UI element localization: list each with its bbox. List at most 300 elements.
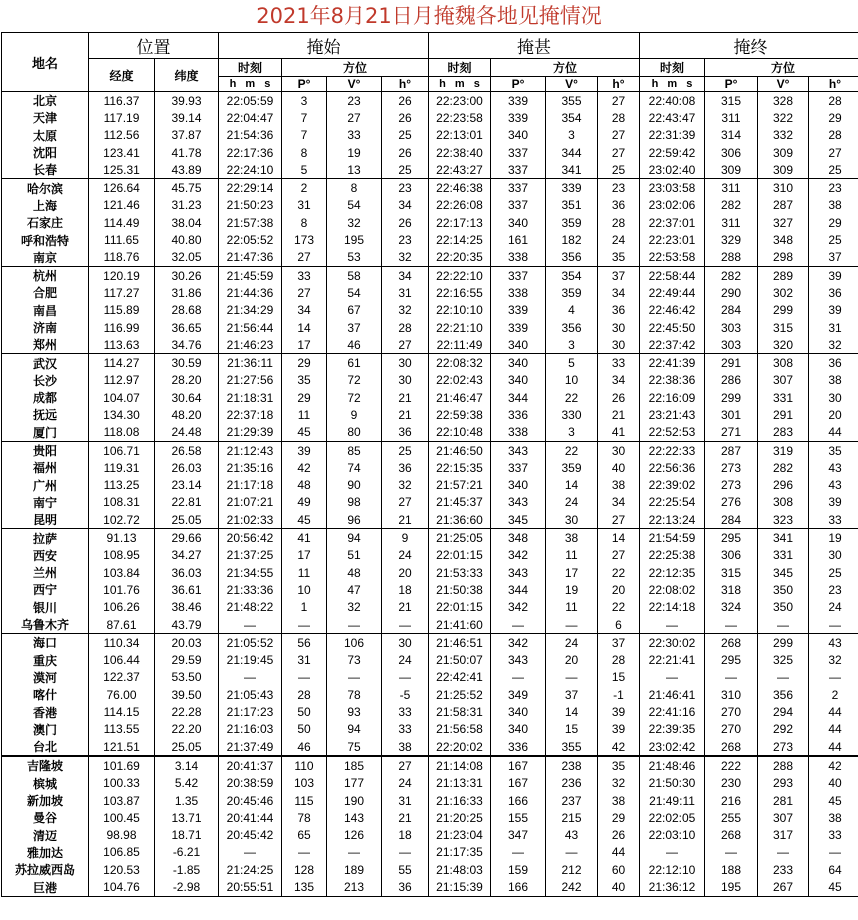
cell-start-p: 27 [282,249,327,267]
cell-end-h: — [809,669,858,686]
cell-max-v: 330 [546,406,598,423]
cell-end-time: 22:53:58 [640,249,705,267]
cell-max-p: 338 [491,284,546,301]
cell-latitude: 39.50 [155,686,219,703]
cell-end-h: 25 [809,231,858,248]
cell-longitude: 125.31 [89,161,155,179]
cell-max-p: 345 [491,511,546,529]
table-row [2,669,858,686]
cell-max-v: 344 [546,144,598,161]
cell-start-v: 54 [327,284,382,301]
cell-start-p: 17 [282,336,327,354]
cell-end-v: 267 [758,878,809,896]
cell-start-h: 23 [382,231,429,248]
cell-end-v: 291 [758,406,809,423]
cell-max-time: 21:58:31 [429,703,491,720]
cell-max-p: 336 [491,738,546,756]
cell-start-time: 21:18:31 [219,389,282,406]
cell-end-time: 22:58:44 [640,266,705,284]
cell-end-h: 30 [809,389,858,406]
header-bearing: 方位 [491,59,640,77]
cell-start-p: 65 [282,826,327,843]
cell-start-p: 29 [282,389,327,406]
cell-start-h: 24 [382,652,429,669]
cell-max-h: 39 [598,721,640,738]
table-row [2,92,858,110]
cell-end-h: 24 [809,599,858,616]
cell-max-h: 6 [598,616,640,634]
cell-start-p: 35 [282,372,327,389]
cell-latitude: 36.65 [155,319,219,336]
header-phase-start: 掩始 [219,33,429,59]
cell-end-h: 37 [809,249,858,267]
cell-end-h: 42 [809,756,858,774]
cell-end-v: — [758,844,809,861]
table-row [2,319,858,336]
cell-start-h: 27 [382,756,429,774]
cell-longitude: 121.51 [89,738,155,756]
cell-end-h: 28 [809,92,858,110]
cell-start-time: 21:47:36 [219,249,282,267]
table-row [2,792,858,809]
cell-start-v: 90 [327,477,382,494]
cell-latitude: 38.46 [155,599,219,616]
cell-end-time: 21:54:59 [640,529,705,547]
cell-end-time: — [640,616,705,634]
cell-latitude: 22.81 [155,494,219,511]
cell-start-v: 72 [327,389,382,406]
header-latitude: 纬度 [155,59,219,92]
cell-start-v: 8 [327,179,382,197]
cell-city: 福州 [2,459,89,476]
cell-max-v: 3 [546,127,598,144]
cell-end-v: 323 [758,511,809,529]
cell-start-p: 135 [282,878,327,896]
cell-end-v: 307 [758,809,809,826]
cell-longitude: 119.31 [89,459,155,476]
cell-start-time: 21:27:56 [219,372,282,389]
cell-city: 南京 [2,249,89,267]
cell-max-p: 339 [491,92,546,110]
cell-max-p: 349 [491,686,546,703]
table-row [2,354,858,372]
cell-max-h: 27 [598,127,640,144]
cell-end-time: 23:21:43 [640,406,705,423]
cell-start-h: 36 [382,459,429,476]
cell-max-v: — [546,844,598,861]
cell-latitude: 30.64 [155,389,219,406]
cell-max-v: 17 [546,564,598,581]
cell-max-v: 236 [546,775,598,792]
cell-max-v: 356 [546,249,598,267]
cell-start-v: 48 [327,564,382,581]
cell-end-v: 317 [758,826,809,843]
cell-longitude: 87.61 [89,616,155,634]
cell-max-v: 19 [546,581,598,598]
cell-max-h: 30 [598,319,640,336]
table-row [2,547,858,564]
cell-end-h: 25 [809,161,858,179]
cell-latitude: 25.05 [155,738,219,756]
header-hms: h m s [429,77,491,92]
cell-start-h: 34 [382,197,429,214]
cell-start-time: 21:17:23 [219,703,282,720]
cell-max-h: 34 [598,284,640,301]
cell-max-h: 38 [598,477,640,494]
table-row [2,249,858,267]
cell-city: 香港 [2,703,89,720]
cell-start-time: 22:37:18 [219,406,282,423]
cell-end-h: 31 [809,319,858,336]
table-row [2,214,858,231]
cell-longitude: 120.19 [89,266,155,284]
occultation-table [1,32,858,897]
cell-max-h: 28 [598,214,640,231]
cell-start-v: 19 [327,144,382,161]
cell-end-v: 345 [758,564,809,581]
cell-max-time: 22:59:38 [429,406,491,423]
header-time: 时刻 [429,59,491,77]
header-v: V° [546,77,598,92]
cell-latitude: 32.05 [155,249,219,267]
cell-start-v: 189 [327,861,382,878]
cell-start-time: 21:54:36 [219,127,282,144]
cell-max-v: 339 [546,179,598,197]
cell-start-p: 11 [282,406,327,423]
cell-end-p: 306 [705,547,758,564]
cell-longitude: 100.33 [89,775,155,792]
cell-latitude: 26.03 [155,459,219,476]
header-time: 时刻 [640,59,705,77]
cell-start-p: 3 [282,92,327,110]
cell-start-h: 26 [382,109,429,126]
cell-max-p: 342 [491,599,546,616]
cell-max-time: 21:45:37 [429,494,491,511]
cell-start-p: 31 [282,197,327,214]
cell-start-time: 21:44:36 [219,284,282,301]
cell-max-v: 15 [546,721,598,738]
cell-city: 北京 [2,92,89,110]
cell-max-time: 22:16:55 [429,284,491,301]
table-row [2,581,858,598]
cell-end-h: 44 [809,424,858,442]
cell-end-p: 270 [705,721,758,738]
table-row [2,844,858,861]
table-row [2,616,858,634]
cell-end-v: 294 [758,703,809,720]
cell-latitude: 40.80 [155,231,219,248]
cell-start-v: 143 [327,809,382,826]
cell-latitude: 25.05 [155,511,219,529]
table-row [2,284,858,301]
cell-start-p: 14 [282,319,327,336]
cell-max-time: 22:23:58 [429,109,491,126]
cell-latitude: 29.66 [155,529,219,547]
cell-max-time: 22:14:25 [429,231,491,248]
cell-max-time: 22:10:48 [429,424,491,442]
cell-end-h: 39 [809,494,858,511]
cell-start-p: 173 [282,231,327,248]
cell-end-v: 289 [758,266,809,284]
cell-end-time: 21:48:46 [640,756,705,774]
cell-start-time: 21:12:43 [219,441,282,459]
cell-start-h: 55 [382,861,429,878]
cell-start-p: — [282,669,327,686]
table-row [2,529,858,547]
cell-max-time: 21:46:47 [429,389,491,406]
cell-start-v: 93 [327,703,382,720]
cell-start-v: 23 [327,92,382,110]
cell-start-time: 22:29:14 [219,179,282,197]
cell-start-p: 41 [282,529,327,547]
cell-end-time: 22:45:50 [640,319,705,336]
cell-start-p: 29 [282,354,327,372]
cell-end-p: 310 [705,686,758,703]
cell-max-v: 215 [546,809,598,826]
cell-start-time: 22:04:47 [219,109,282,126]
cell-max-time: 21:25:52 [429,686,491,703]
cell-end-p: 268 [705,738,758,756]
cell-start-v: 75 [327,738,382,756]
cell-start-p: 46 [282,738,327,756]
cell-end-time: 21:46:41 [640,686,705,703]
cell-start-v: 106 [327,634,382,652]
cell-end-v: 325 [758,652,809,669]
cell-start-time: 21:24:25 [219,861,282,878]
cell-max-h: 40 [598,878,640,896]
cell-max-v: — [546,616,598,634]
cell-start-h: 33 [382,703,429,720]
cell-end-h: 33 [809,826,858,843]
cell-end-time: 21:50:30 [640,775,705,792]
cell-max-time: 22:02:43 [429,372,491,389]
cell-longitude: 111.65 [89,231,155,248]
cell-end-h: 40 [809,775,858,792]
cell-end-p: 284 [705,302,758,319]
cell-latitude: 29.59 [155,652,219,669]
cell-max-h: 29 [598,809,640,826]
cell-max-time: 22:13:01 [429,127,491,144]
cell-end-p: 329 [705,231,758,248]
cell-end-v: 307 [758,372,809,389]
cell-end-h: 30 [809,547,858,564]
cell-max-p: 339 [491,319,546,336]
cell-max-p: 344 [491,389,546,406]
cell-start-h: 26 [382,92,429,110]
cell-city: 兰州 [2,564,89,581]
cell-end-p: 222 [705,756,758,774]
cell-start-time: 21:02:33 [219,511,282,529]
cell-max-p: 343 [491,494,546,511]
cell-end-v: 299 [758,634,809,652]
cell-end-h: 28 [809,127,858,144]
cell-city: 漠河 [2,669,89,686]
cell-max-v: 4 [546,302,598,319]
cell-max-p: 348 [491,529,546,547]
cell-start-h: 32 [382,302,429,319]
cell-start-v: — [327,844,382,861]
cell-end-v: 308 [758,494,809,511]
cell-longitude: 122.37 [89,669,155,686]
cell-start-h: 24 [382,547,429,564]
cell-end-time: 22:30:02 [640,634,705,652]
cell-start-p: 50 [282,703,327,720]
cell-max-time: 21:48:03 [429,861,491,878]
cell-max-time: 21:57:21 [429,477,491,494]
cell-latitude: 18.71 [155,826,219,843]
cell-start-h: 26 [382,214,429,231]
cell-max-h: 22 [598,564,640,581]
cell-end-p: — [705,616,758,634]
cell-city: 石家庄 [2,214,89,231]
cell-max-h: 15 [598,669,640,686]
cell-start-time: 21:34:29 [219,302,282,319]
cell-start-h: -5 [382,686,429,703]
cell-max-h: 28 [598,652,640,669]
cell-longitude: 113.63 [89,336,155,354]
cell-end-time: 22:38:36 [640,372,705,389]
cell-max-v: 359 [546,214,598,231]
cell-start-time: 21:05:52 [219,634,282,652]
cell-city: 沈阳 [2,144,89,161]
cell-latitude: 1.35 [155,792,219,809]
cell-latitude: 39.14 [155,109,219,126]
cell-end-h: 38 [809,372,858,389]
cell-max-p: 340 [491,336,546,354]
cell-start-time: 21:45:59 [219,266,282,284]
cell-city: 长沙 [2,372,89,389]
cell-start-h: 30 [382,634,429,652]
cell-max-time: 21:14:08 [429,756,491,774]
cell-start-time: 21:29:39 [219,424,282,442]
cell-max-h: 24 [598,231,640,248]
cell-start-p: 28 [282,686,327,703]
cell-start-h: 26 [382,144,429,161]
cell-start-h: 36 [382,878,429,896]
cell-city: 郑州 [2,336,89,354]
cell-end-h: 43 [809,477,858,494]
cell-city: 厦门 [2,424,89,442]
cell-max-v: 359 [546,459,598,476]
cell-city: 苏拉威西岛 [2,861,89,878]
cell-max-h: 28 [598,109,640,126]
table-row [2,127,858,144]
cell-max-h: 30 [598,441,640,459]
cell-end-p: 188 [705,861,758,878]
cell-end-p: 268 [705,826,758,843]
cell-start-h: — [382,844,429,861]
cell-start-p: 115 [282,792,327,809]
cell-end-time: 22:40:08 [640,92,705,110]
cell-start-h: 20 [382,564,429,581]
cell-start-p: 7 [282,109,327,126]
cell-max-h: 34 [598,494,640,511]
cell-latitude: 41.78 [155,144,219,161]
cell-start-time: 20:56:42 [219,529,282,547]
header-place: 地名 [2,33,89,92]
cell-max-v: 30 [546,511,598,529]
cell-longitude: 108.31 [89,494,155,511]
cell-start-p: 7 [282,127,327,144]
cell-end-v: 331 [758,547,809,564]
cell-end-p: 216 [705,792,758,809]
cell-end-p: 315 [705,92,758,110]
cell-end-p: — [705,669,758,686]
cell-end-p: 282 [705,266,758,284]
cell-longitude: 116.37 [89,92,155,110]
cell-start-v: 27 [327,109,382,126]
cell-city: 槟城 [2,775,89,792]
cell-max-v: 351 [546,197,598,214]
table-row [2,197,858,214]
cell-latitude: 34.76 [155,336,219,354]
cell-start-time: 21:36:11 [219,354,282,372]
cell-end-v: 309 [758,144,809,161]
cell-start-time: 22:17:36 [219,144,282,161]
cell-max-v: 20 [546,652,598,669]
cell-start-p: 27 [282,284,327,301]
cell-start-time: — [219,669,282,686]
cell-max-v: 3 [546,336,598,354]
cell-start-v: 98 [327,494,382,511]
cell-longitude: 108.95 [89,547,155,564]
cell-start-v: 78 [327,686,382,703]
cell-end-time: 22:37:42 [640,336,705,354]
cell-latitude: 23.14 [155,477,219,494]
cell-start-p: 56 [282,634,327,652]
cell-end-time: 22:59:42 [640,144,705,161]
table-body [2,92,858,897]
cell-longitude: 91.13 [89,529,155,547]
cell-end-time: 22:21:41 [640,652,705,669]
cell-max-time: 22:11:49 [429,336,491,354]
cell-start-h: 9 [382,529,429,547]
cell-end-v: 302 [758,284,809,301]
cell-end-h: 38 [809,809,858,826]
cell-latitude: 39.93 [155,92,219,110]
cell-max-time: 22:43:27 [429,161,491,179]
cell-max-p: 340 [491,721,546,738]
cell-latitude: 37.87 [155,127,219,144]
cell-max-p: 161 [491,231,546,248]
cell-max-h: 33 [598,354,640,372]
cell-latitude: 48.20 [155,406,219,423]
cell-city: 杭州 [2,266,89,284]
table-row [2,738,858,756]
cell-end-v: 309 [758,161,809,179]
cell-end-p: 270 [705,703,758,720]
cell-end-v: 292 [758,721,809,738]
cell-longitude: 102.72 [89,511,155,529]
table-row [2,826,858,843]
cell-longitude: 116.99 [89,319,155,336]
cell-max-time: 22:17:13 [429,214,491,231]
cell-max-time: 22:15:35 [429,459,491,476]
cell-end-p: 309 [705,161,758,179]
cell-longitude: 101.76 [89,581,155,598]
cell-city: 天津 [2,109,89,126]
cell-max-v: 3 [546,424,598,442]
cell-start-time: 21:35:16 [219,459,282,476]
cell-end-h: 27 [809,144,858,161]
cell-start-time: 20:45:46 [219,792,282,809]
cell-end-h: 32 [809,652,858,669]
cell-end-v: 299 [758,302,809,319]
cell-end-time: 23:02:06 [640,197,705,214]
cell-end-h: 33 [809,511,858,529]
cell-start-h: 25 [382,161,429,179]
page-title: 2021年8月21日月掩魏各地见掩情况 [256,4,602,28]
